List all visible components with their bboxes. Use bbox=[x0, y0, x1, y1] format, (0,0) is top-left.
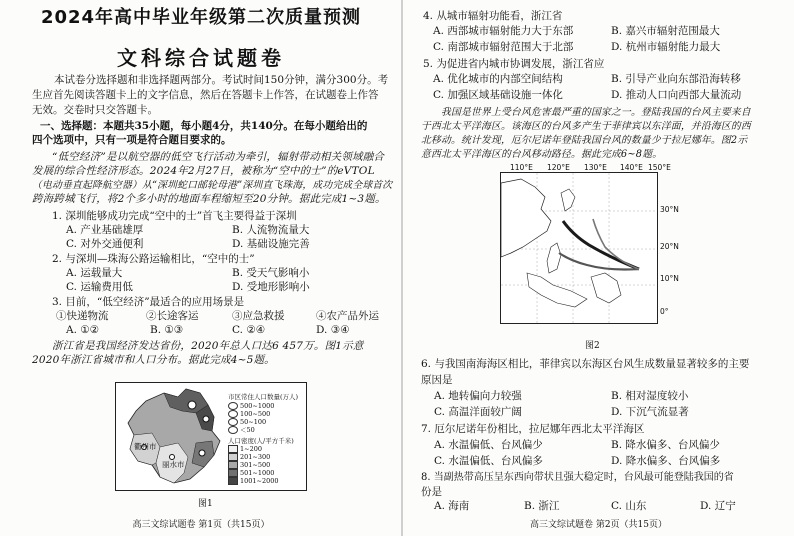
typhoon-track-map bbox=[500, 172, 658, 324]
q2-option-a[interactable]: A. 运载量大 bbox=[66, 267, 123, 279]
question-5-stem: 5. 为促进省内城市协调发展，浙江省应 bbox=[423, 58, 605, 70]
q3-item: ③应急救援 bbox=[232, 310, 285, 322]
question-8-stem-cont: 份是 bbox=[421, 486, 442, 498]
q5-option-c[interactable]: C. 加强区域基础设施一体化 bbox=[433, 89, 563, 101]
q8-option-a[interactable]: A. 海南 bbox=[434, 500, 470, 512]
q3-option-c[interactable]: C. ②④ bbox=[232, 324, 266, 336]
legend-item: 1001~2000 bbox=[228, 477, 279, 485]
passage-line: 于西北太平洋海区。该海区的台风多产生于菲律宾以东洋面，并沿海区的西 bbox=[421, 121, 751, 132]
passage-line: 跨海跨城飞行，将2个多小时的地面车程缩短至20分钟。据此完成1~3题。 bbox=[32, 193, 386, 205]
legend-item: 100~500 bbox=[228, 410, 270, 418]
passage-line: 浙江省是我国经济发达省份，2020年总人口达6 457万。图1示意 bbox=[52, 340, 364, 352]
q6-option-a[interactable]: A. 地转偏向力较强 bbox=[434, 390, 522, 402]
zhejiang-map-figure bbox=[115, 382, 307, 491]
q7-option-b[interactable]: B. 降水偏多、台风偏少 bbox=[611, 439, 720, 451]
q5-option-d[interactable]: D. 推动人口向西部大量流动 bbox=[611, 89, 742, 101]
q2-option-d[interactable]: D. 受地形影响小 bbox=[232, 281, 310, 293]
q4-option-a[interactable]: A. 西部城市辐射能力大于东部 bbox=[433, 25, 574, 37]
question-8-stem: 8. 当副热带高压呈东西向带状且强大稳定时，台风最可能登陆我国的省 bbox=[421, 472, 734, 483]
question-3-stem: 3. 目前，“低空经济”最适合的应用场景是 bbox=[52, 296, 245, 308]
legend-item: 500~1000 bbox=[228, 402, 274, 410]
question-1-stem: 1. 深圳能够成功完成“空中的士”首飞主要得益于深圳 bbox=[52, 210, 297, 222]
q6-option-c[interactable]: C. 高温洋面较广阔 bbox=[434, 406, 522, 418]
section-header: 一、选择题：本题共35小题，每小题4分，共140分。在每小题给出的 bbox=[40, 120, 368, 132]
q4-option-b[interactable]: B. 嘉兴市辐射范围最大 bbox=[611, 25, 720, 37]
instruction-line: 生应首先阅读答题卡上的文字信息，然后在答题卡上作答，在试题卷上作答 bbox=[32, 89, 379, 101]
map-label-lishui: 丽水市 bbox=[162, 460, 185, 469]
map2-lon-label: 150°E bbox=[648, 163, 671, 172]
q3-item: ④农产品外运 bbox=[316, 310, 379, 322]
passage-line: 我国是世界上受台风危害最严重的国家之一。登陆我国的台风主要来自 bbox=[441, 107, 751, 118]
map-label-quzhou: 衢州市 bbox=[134, 442, 157, 451]
q4-option-c[interactable]: C. 南部城市辐射范围大于北部 bbox=[433, 41, 574, 53]
instruction-line: 无效。交卷时只交答题卡。 bbox=[32, 104, 158, 116]
exam-title: 2024年高中毕业年级第二次质量预测 bbox=[40, 7, 362, 28]
map2-lon-label: 140°E bbox=[620, 163, 643, 172]
passage-line: 2020年浙江省城市和人口分布。据此完成4~5题。 bbox=[32, 354, 275, 366]
legend-density-title: 人口密度(人/平方千米) bbox=[228, 437, 294, 445]
legend-item: 1~200 bbox=[228, 445, 262, 453]
q3-option-a[interactable]: A. ①② bbox=[66, 324, 100, 336]
map2-lat-label: 10°N bbox=[660, 274, 679, 283]
q5-option-b[interactable]: B. 引导产业向东部沿海转移 bbox=[611, 73, 741, 85]
question-4-stem: 4. 从城市辐射功能看，浙江省 bbox=[423, 10, 563, 22]
figure-2-caption: 图2 bbox=[585, 341, 600, 351]
page-footer: 高三文综试题卷 第1页（共15页） bbox=[132, 520, 270, 530]
q3-option-d[interactable]: D. ③④ bbox=[316, 324, 350, 336]
q6-option-d[interactable]: D. 下沉气流显著 bbox=[611, 406, 689, 418]
legend-item: 301~500 bbox=[228, 461, 270, 469]
passage-line: 北移动。统计发现，厄尔尼诺年登陆我国台风的数量少于拉尼娜年。图2示 bbox=[421, 135, 748, 146]
passage-line: 意西北太平洋海区的台风移动路径。据此完成6~8题。 bbox=[421, 149, 663, 160]
typhoon-map-shape bbox=[501, 173, 657, 323]
map2-lat-label: 0° bbox=[660, 307, 669, 316]
question-6-stem-cont: 原因是 bbox=[421, 374, 453, 386]
q8-option-b[interactable]: B. 浙江 bbox=[524, 500, 560, 512]
q3-option-b[interactable]: B. ①③ bbox=[150, 324, 184, 336]
q8-option-c[interactable]: C. 山东 bbox=[611, 500, 647, 512]
q7-option-c[interactable]: C. 水温偏低、台风偏多 bbox=[434, 455, 543, 467]
q1-option-a[interactable]: A. 产业基础雄厚 bbox=[66, 224, 144, 236]
passage-line: “低空经济”是以航空器的低空飞行活动为牵引，辐射带动相关领域融合 bbox=[52, 151, 385, 163]
legend-title: 市区常住人口数量(万人) bbox=[228, 393, 299, 401]
instruction-line: 本试卷分选择题和非选择题两部分。考试时间150分钟，满分300分。考 bbox=[54, 74, 389, 86]
q1-option-b[interactable]: B. 人流物流量大 bbox=[232, 224, 310, 236]
map2-lon-label: 110°E bbox=[510, 163, 533, 172]
q6-option-b[interactable]: B. 相对湿度较小 bbox=[611, 390, 689, 402]
legend-item: ＜50 bbox=[228, 426, 255, 434]
map2-lon-label: 130°E bbox=[584, 163, 607, 172]
q4-option-d[interactable]: D. 杭州市辐射能力最大 bbox=[611, 41, 721, 53]
legend-item: 501~1000 bbox=[228, 469, 274, 477]
page-footer: 高三文综试题卷 第2页（共15页） bbox=[529, 520, 668, 530]
q5-option-a[interactable]: A. 优化城市的内部空间结构 bbox=[433, 73, 563, 85]
q7-option-a[interactable]: A. 水温偏低、台风偏少 bbox=[434, 439, 543, 451]
section-header: 四个选项中，只有一项是符合题目要求的。 bbox=[32, 134, 232, 146]
legend-item: 50~100 bbox=[228, 418, 266, 426]
passage-line: （电动垂直起降航空器）从“深圳蛇口邮轮母港”深圳直飞珠海，成功完成全球首次 bbox=[32, 180, 393, 191]
q3-item: ②长途客运 bbox=[146, 310, 199, 322]
exam-subtitle: 文科综合试题卷 bbox=[117, 46, 285, 70]
question-2-stem: 2. 与深圳—珠海公路运输相比，“空中的士” bbox=[52, 253, 255, 265]
q3-item: ①快递物流 bbox=[56, 310, 109, 322]
question-6-stem: 6. 与我国南海海区相比，菲律宾以东海区台风生成数量显著较多的主要 bbox=[421, 358, 750, 370]
figure-1-caption: 图1 bbox=[198, 499, 213, 509]
legend-item: 201~300 bbox=[228, 453, 270, 461]
passage-line: 发展的综合性经济形态。2024年2月27日，被称为“空中的士”的eVTOL bbox=[32, 165, 375, 177]
q8-option-d[interactable]: D. 辽宁 bbox=[700, 500, 736, 512]
q1-option-d[interactable]: D. 基础设施完善 bbox=[232, 238, 310, 250]
map2-lon-label: 120°E bbox=[547, 163, 570, 172]
q2-option-b[interactable]: B. 受天气影响小 bbox=[232, 267, 310, 279]
q1-option-c[interactable]: C. 对外交通便利 bbox=[66, 238, 144, 250]
map2-lat-label: 30°N bbox=[660, 205, 679, 214]
question-7-stem: 7. 厄尔尼诺年份相比，拉尼娜年西北太平洋海区 bbox=[421, 423, 645, 435]
q7-option-d[interactable]: D. 降水偏多、台风偏多 bbox=[611, 455, 721, 467]
q2-option-c[interactable]: C. 运输费用低 bbox=[66, 281, 133, 293]
map2-lat-label: 20°N bbox=[660, 242, 679, 251]
